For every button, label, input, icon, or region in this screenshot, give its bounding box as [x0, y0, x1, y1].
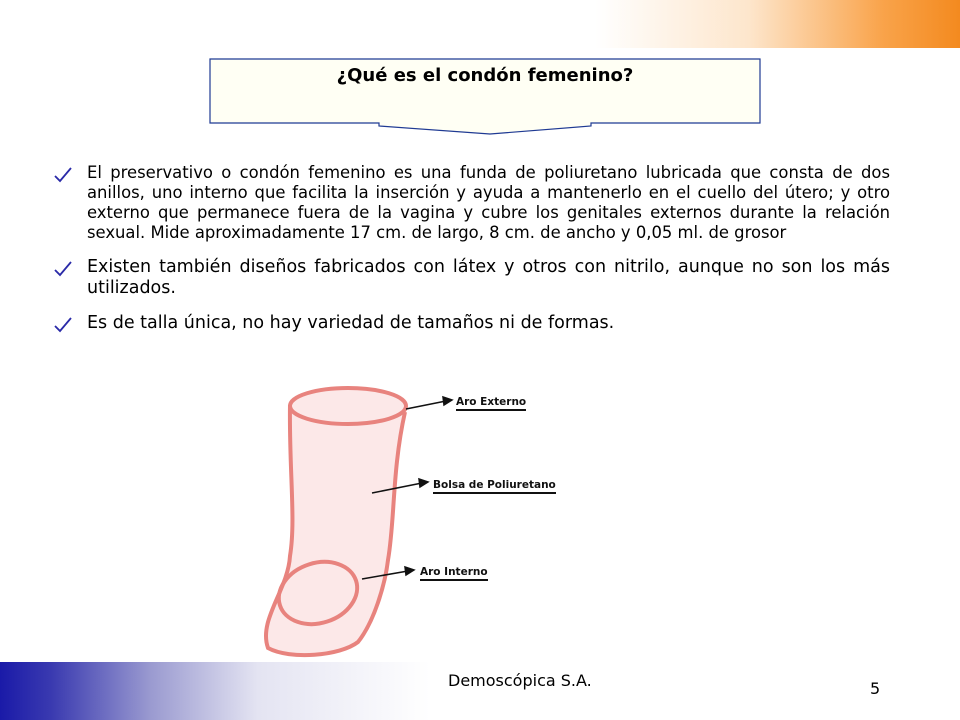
slide-title: ¿Qué es el condón femenino? — [336, 65, 634, 86]
label-pouch: Bolsa de Poliuretano — [433, 479, 556, 494]
label-inner-ring: Aro Interno — [420, 566, 488, 581]
outer-ring — [290, 388, 406, 424]
bullet-text: El preservativo o condón femenino es una funda de poliuretano lubricada que consta de dos anillos, uno interno que facilita la inserción y ayuda a mantenerlo en el cuello del útero; y otro externo que permanece fuera de la vagina y cubre los genitales externos durante la relación sexual. Mide aproximadamente 17 cm. de largo, 8 cm. de ancho y 0,05 ml. de grosor — [87, 163, 890, 242]
page-number: 5 — [870, 679, 881, 698]
footer-company: Demoscópica S.A. — [448, 671, 592, 690]
arrow-outer-ring — [406, 401, 446, 409]
bullet-text: Existen también diseños fabricados con látex y otros con nitrilo, aunque no son los más utilizados. — [87, 257, 890, 298]
bullet-text: Es de talla única, no hay variedad de tamaños ni de formas. — [87, 313, 615, 333]
label-outer-ring: Aro Externo — [456, 396, 526, 411]
